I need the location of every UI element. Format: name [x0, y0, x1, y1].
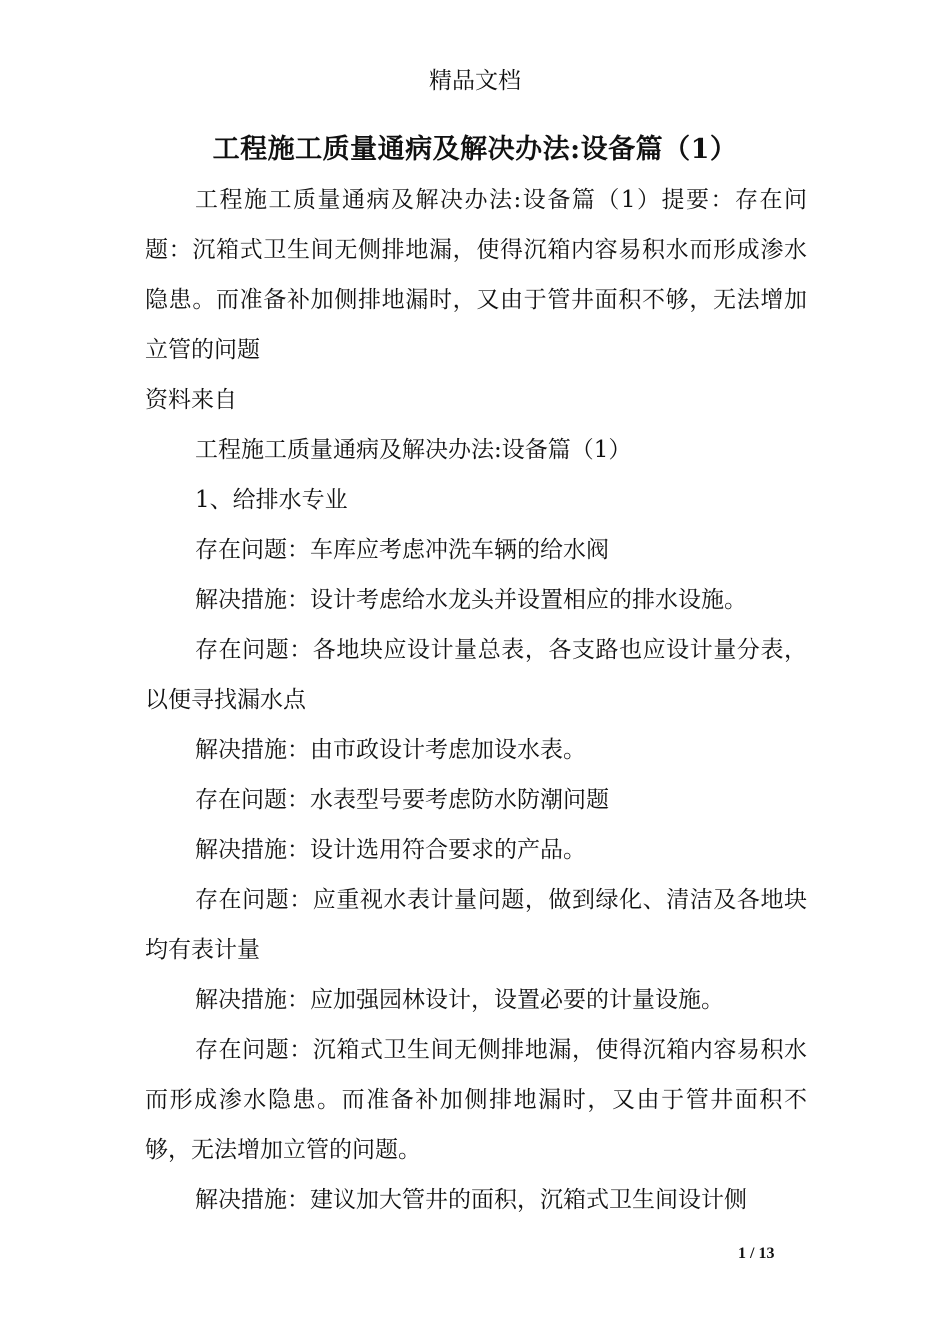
document-body	[145, 175, 807, 1225]
page-number: 1 / 13	[738, 1245, 775, 1262]
paragraph: 解决措施：设计选用符合要求的产品。	[195, 837, 586, 863]
paragraph: 解决措施：由市政设计考虑加设水表。	[195, 737, 586, 763]
section-heading: 1、给排水专业	[195, 487, 348, 513]
paragraph: 解决措施：应加强园林设计，设置必要的计量设施。	[195, 987, 724, 1013]
paragraph: 存在问题：沉箱式卫生间无侧排地漏，使得沉箱内容易积水而形成渗水隐患。而准备补加侧排地漏时，又由于管井面积不够，无法增加立管的问题。	[145, 1037, 807, 1163]
paragraph: 工程施工质量通病及解决办法:设备篇（1）	[195, 437, 632, 463]
paragraph: 存在问题：应重视水表计量问题，做到绿化、清洁及各地块均有表计量	[145, 887, 807, 963]
paragraph: 工程施工质量通病及解决办法:设备篇（1）提要：存在问题：沉箱式卫生间无侧排地漏，使得沉箱内容易积水而形成渗水隐患。而准备补加侧排地漏时，又由于管井面积不够，无法增加立管的问题	[145, 187, 807, 363]
paragraph: 解决措施：建议加大管井的面积，沉箱式卫生间设计侧	[195, 1187, 747, 1213]
paragraph: 存在问题：水表型号要考虑防水防潮问题	[195, 787, 609, 813]
paragraph: 存在问题：车库应考虑冲洗车辆的给水阀	[195, 537, 609, 563]
paragraph: 资料来自	[145, 387, 237, 413]
paragraph: 存在问题：各地块应设计量总表，各支路也应设计量分表，以便寻找漏水点	[145, 637, 807, 713]
document-title: 工程施工质量通病及解决办法:设备篇（1）	[212, 134, 738, 165]
page-header: 精品文档	[429, 68, 521, 94]
paragraph: 解决措施：设计考虑给水龙头并设置相应的排水设施。	[195, 587, 747, 613]
